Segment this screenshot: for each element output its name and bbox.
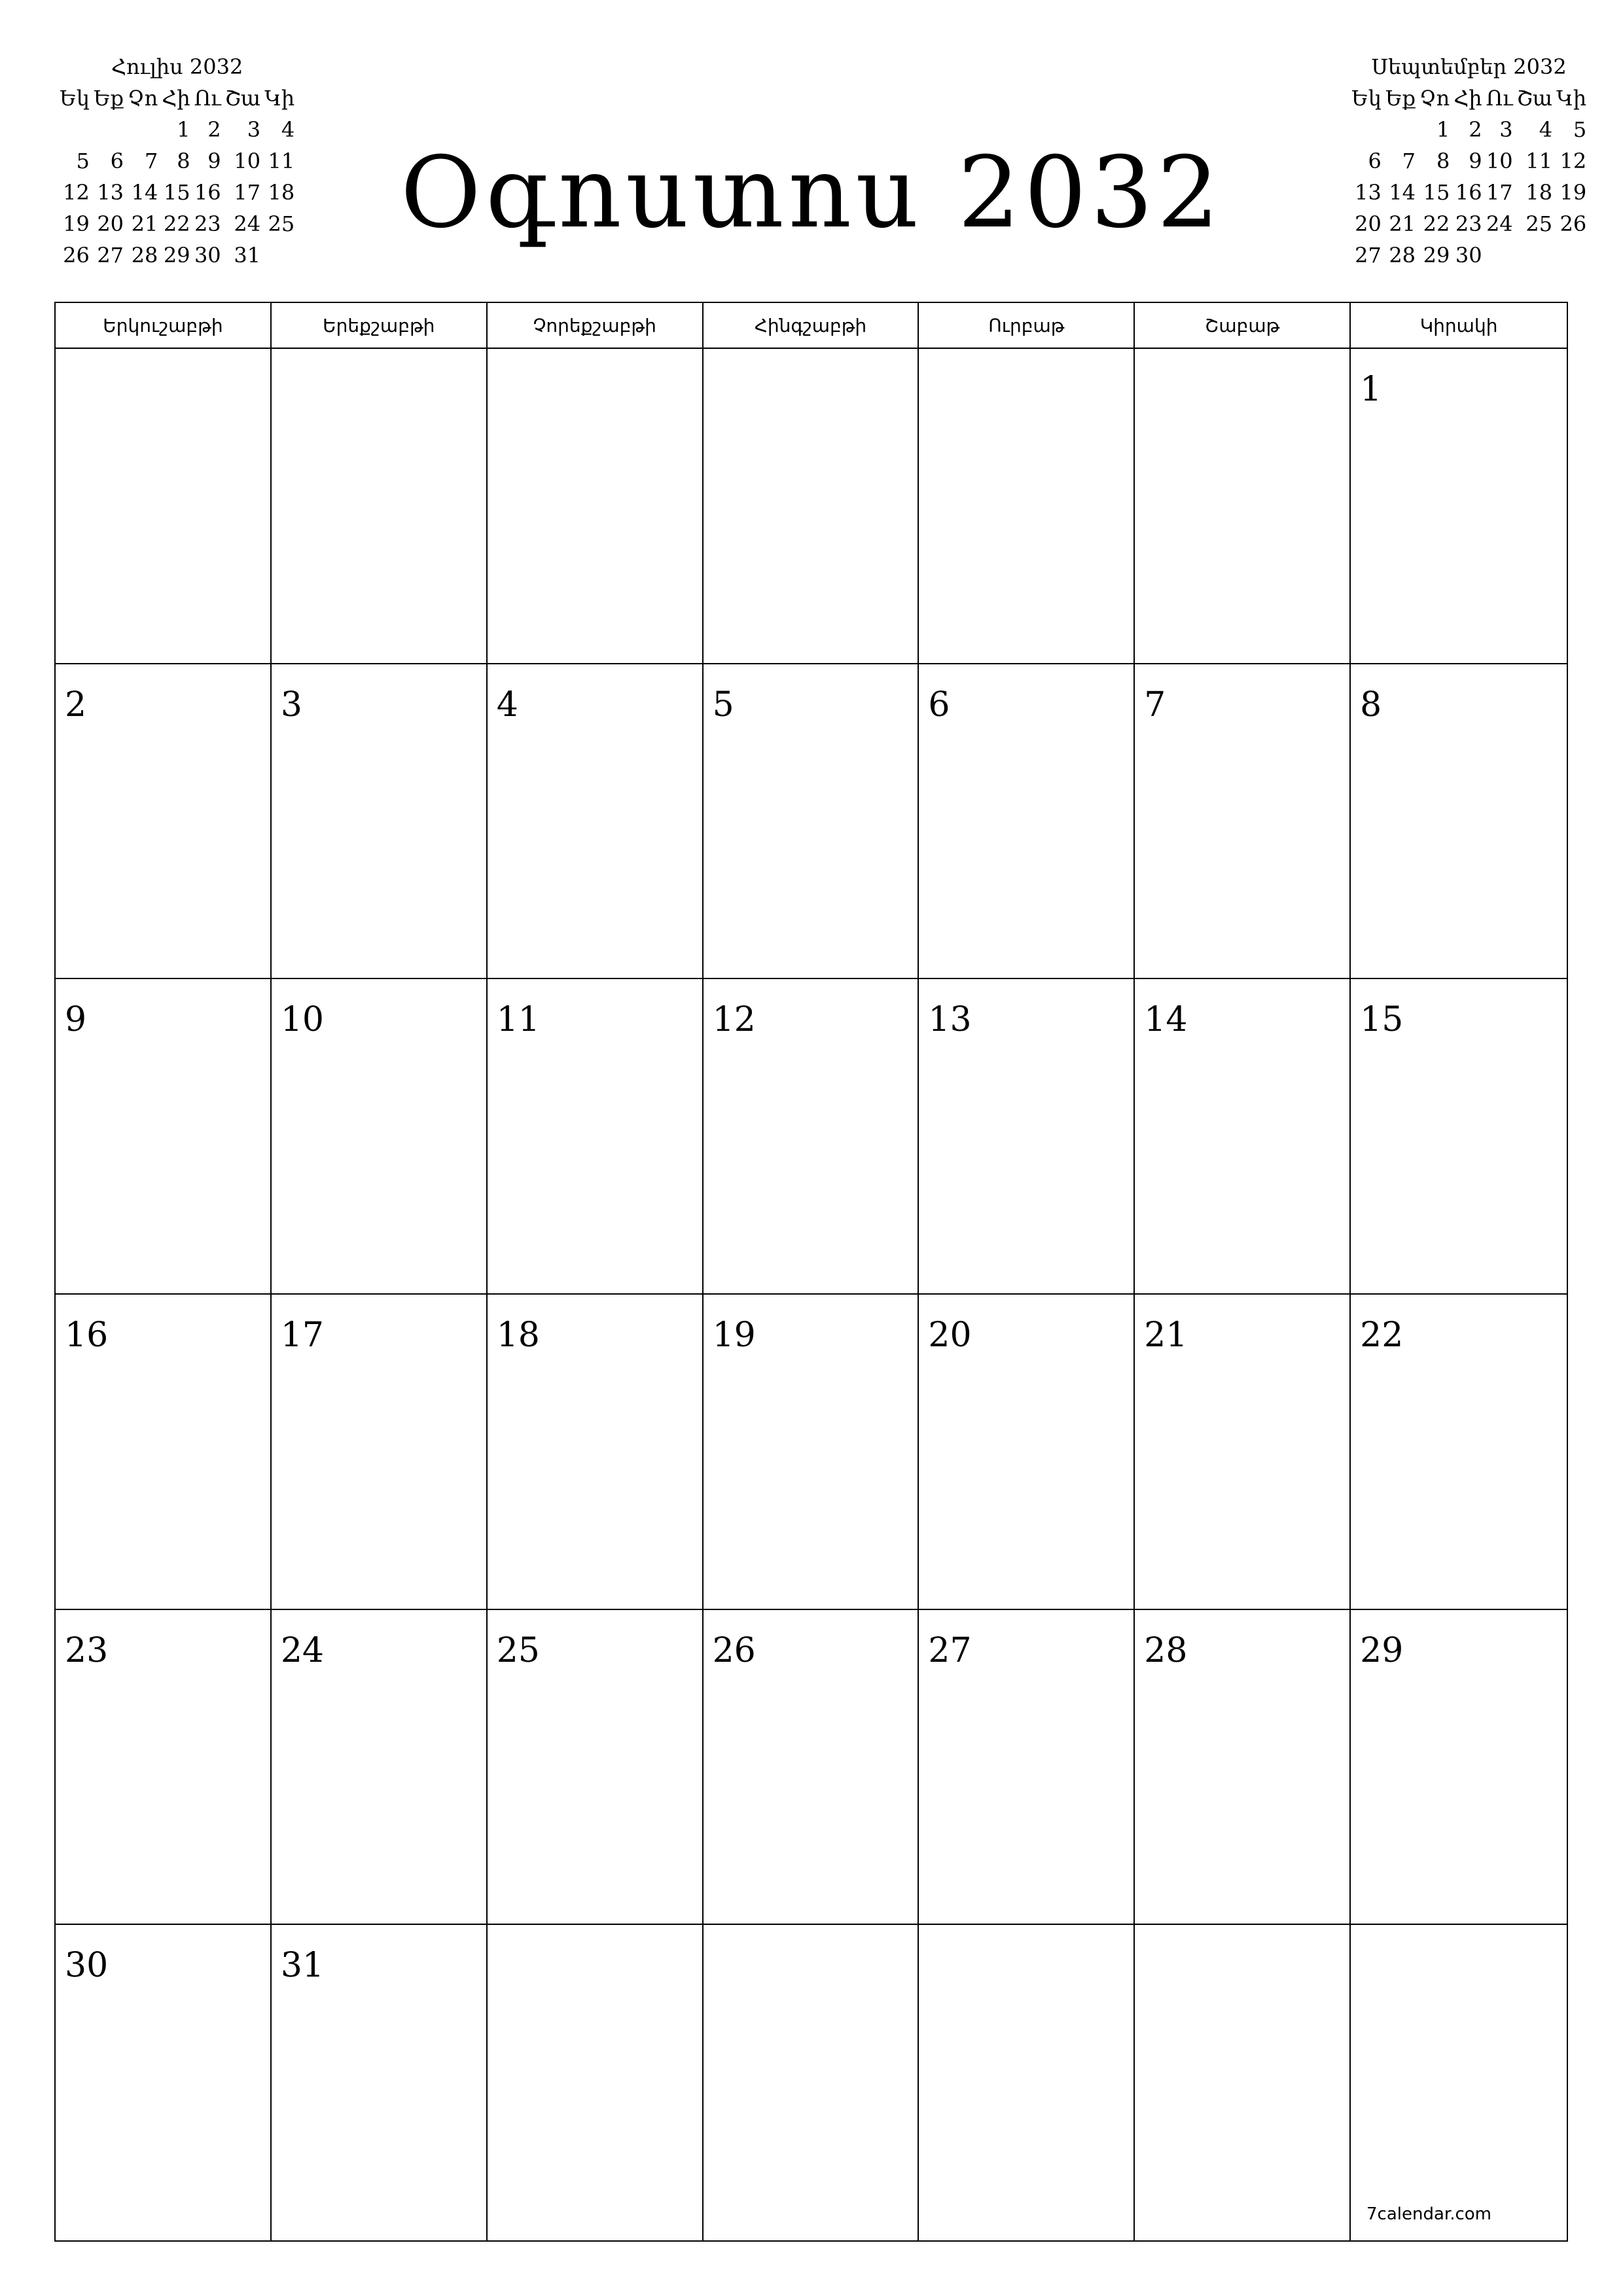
mini-calendar-week — [1349, 114, 1588, 145]
day-cell — [1351, 1925, 1567, 2240]
day-number: 22 — [1360, 1315, 1404, 1355]
day-cell — [919, 979, 1135, 1295]
mini-weekday: Չո — [1419, 86, 1450, 111]
weekday-header: Երեքշաբթի — [272, 303, 488, 349]
day-number: 25 — [496, 1630, 540, 1670]
day-number: 8 — [1360, 685, 1382, 725]
month-grid — [54, 302, 1568, 2242]
mini-calendar-day: 22 — [163, 211, 190, 236]
mini-calendar-day: 26 — [1560, 211, 1587, 236]
mini-calendar-day — [1515, 240, 1554, 271]
day-cell — [1135, 1295, 1351, 1610]
mini-calendar-day: 29 — [163, 243, 190, 268]
mini-calendar-week — [1349, 177, 1588, 208]
mini-calendar-day: 9 — [1469, 149, 1482, 173]
day-number: 28 — [1144, 1630, 1188, 1670]
weekday-header: Շաբաթ — [1135, 303, 1351, 349]
mini-calendar-day: 23 — [1455, 211, 1482, 236]
mini-calendar-day: 11 — [1525, 149, 1553, 173]
day-number: 23 — [65, 1630, 109, 1670]
mini-weekday: Եկ — [60, 86, 90, 111]
day-cell — [56, 979, 272, 1295]
mini-calendar-day: 18 — [1525, 180, 1553, 205]
day-cell — [704, 979, 919, 1295]
mini-calendar-day: 21 — [131, 211, 158, 236]
day-number: 11 — [496, 1000, 540, 1040]
mini-calendar-day: 27 — [1355, 243, 1382, 268]
mini-calendar-day: 1 — [177, 117, 190, 142]
mini-weekday: Կի — [1556, 86, 1587, 111]
mini-calendar-day: 17 — [1486, 180, 1513, 205]
mini-calendar-day: 16 — [194, 180, 221, 205]
day-number: 21 — [1144, 1315, 1188, 1355]
mini-calendar-next-title: Սեպտեմբեր 2032 — [1371, 54, 1567, 79]
day-number: 3 — [280, 685, 302, 725]
day-cell — [1351, 1610, 1567, 1926]
mini-calendar-day: 6 — [110, 149, 124, 173]
day-cell — [704, 664, 919, 980]
day-number: 26 — [712, 1630, 756, 1670]
mini-calendar-day: 8 — [177, 149, 190, 173]
day-cell — [488, 979, 704, 1295]
mini-weekday: Եկ — [1351, 86, 1382, 111]
mini-calendar-week — [1349, 240, 1588, 271]
mini-calendar-day: 19 — [1560, 180, 1587, 205]
mini-calendar-day: 10 — [234, 149, 261, 173]
mini-calendar-day: 31 — [234, 243, 261, 268]
mini-calendar-day: 4 — [1539, 117, 1553, 142]
site-credit: 7calendar.com — [1366, 2204, 1492, 2224]
mini-calendar-day: 7 — [1402, 149, 1416, 173]
mini-calendar-day: 6 — [1368, 149, 1382, 173]
day-cell — [56, 1610, 272, 1926]
day-number: 19 — [712, 1315, 756, 1355]
weekday-header: Հինգշաբթի — [704, 303, 919, 349]
weekday-header: Կիրակի — [1351, 303, 1567, 349]
day-cell — [1351, 1295, 1567, 1610]
mini-calendar-day: 30 — [194, 243, 221, 268]
mini-calendar-day: 8 — [1436, 149, 1450, 173]
day-cell — [1135, 349, 1351, 664]
mini-calendar-day: 24 — [1486, 211, 1513, 236]
mini-calendar-day: 16 — [1455, 180, 1482, 205]
day-number: 14 — [1144, 1000, 1188, 1040]
day-number: 15 — [1360, 1000, 1404, 1040]
mini-calendar-day: 28 — [1389, 243, 1416, 268]
day-cell — [272, 349, 488, 664]
mini-calendar-day: 9 — [207, 149, 221, 173]
mini-calendar-day: 7 — [144, 149, 158, 173]
mini-calendar-day: 20 — [97, 211, 124, 236]
mini-weekday: Կի — [264, 86, 295, 111]
mini-calendar-header-row — [1349, 82, 1588, 114]
day-number: 29 — [1360, 1630, 1404, 1670]
day-cell — [704, 1925, 919, 2240]
day-cell — [1135, 664, 1351, 980]
day-number: 2 — [65, 685, 87, 725]
day-cell — [272, 979, 488, 1295]
day-cell — [1135, 979, 1351, 1295]
mini-calendar-day: 17 — [234, 180, 261, 205]
day-cell — [919, 1295, 1135, 1610]
mini-calendar-day: 2 — [1469, 117, 1482, 142]
mini-calendar-day: 4 — [281, 117, 295, 142]
day-number: 1 — [1360, 370, 1382, 409]
mini-calendar-day — [1554, 240, 1588, 271]
mini-calendar-day: 26 — [63, 243, 90, 268]
weekday-header: Երկուշաբթի — [56, 303, 272, 349]
day-number: 5 — [712, 685, 734, 725]
day-number: 12 — [712, 1000, 756, 1040]
day-number: 10 — [280, 1000, 325, 1040]
mini-calendar-day — [1349, 114, 1383, 145]
day-number: 27 — [928, 1630, 972, 1670]
mini-calendar-day: 3 — [247, 117, 261, 142]
mini-calendar-day: 5 — [76, 149, 90, 173]
mini-calendar-day: 13 — [97, 180, 124, 205]
mini-weekday: Ու — [194, 86, 221, 111]
weekday-header: Չորեքշաբթի — [488, 303, 704, 349]
day-cell — [488, 1925, 704, 2240]
day-cell — [272, 1295, 488, 1610]
mini-calendar-day: 10 — [1486, 149, 1513, 173]
mini-calendar-day: 18 — [268, 180, 295, 205]
mini-calendar-day: 30 — [1455, 243, 1482, 268]
mini-calendar-day: 27 — [97, 243, 124, 268]
day-cell — [488, 1610, 704, 1926]
day-cell — [704, 1610, 919, 1926]
mini-calendar-day: 20 — [1355, 211, 1382, 236]
mini-calendar-day: 24 — [234, 211, 261, 236]
mini-calendar-day: 12 — [63, 180, 90, 205]
day-cell — [272, 1610, 488, 1926]
day-cell — [272, 664, 488, 980]
mini-calendar-day: 12 — [1560, 149, 1587, 173]
mini-calendar-day: 15 — [163, 180, 190, 205]
mini-weekday: Հի — [162, 86, 190, 111]
day-number: 6 — [928, 685, 950, 725]
day-cell — [704, 1295, 919, 1610]
mini-calendar-day: 29 — [1423, 243, 1450, 268]
mini-calendar-next — [1349, 51, 1588, 271]
mini-weekday: Եք — [93, 86, 124, 111]
mini-weekday: Հի — [1454, 86, 1482, 111]
mini-calendar-next-table — [1349, 82, 1588, 271]
mini-weekday: Եք — [1385, 86, 1416, 111]
mini-calendar-day: 21 — [1389, 211, 1416, 236]
mini-calendar-day: 13 — [1355, 180, 1382, 205]
day-cell — [56, 664, 272, 980]
day-number: 13 — [928, 1000, 972, 1040]
day-number: 4 — [496, 685, 518, 725]
day-number: 18 — [496, 1315, 540, 1355]
mini-calendar-week — [1349, 145, 1588, 177]
page-title: Օգոստոս 2032 — [399, 136, 1224, 250]
mini-calendar-day: 11 — [268, 149, 295, 173]
mini-calendar-prev-title: Հուլիս 2032 — [111, 54, 243, 79]
day-number: 16 — [65, 1315, 109, 1355]
mini-weekday: Շա — [1516, 86, 1553, 111]
day-number: 9 — [65, 1000, 87, 1040]
day-cell — [488, 1295, 704, 1610]
day-cell — [919, 664, 1135, 980]
mini-calendar-day: 1 — [1436, 117, 1450, 142]
day-cell — [1351, 349, 1567, 664]
day-number: 24 — [280, 1630, 325, 1670]
day-cell — [488, 349, 704, 664]
mini-calendar-day: 14 — [131, 180, 158, 205]
day-cell — [272, 1925, 488, 2240]
day-number: 17 — [280, 1315, 325, 1355]
day-cell — [704, 349, 919, 664]
weekday-header: Ուրբաթ — [919, 303, 1135, 349]
day-cell — [1135, 1610, 1351, 1926]
mini-calendar-header-row — [58, 82, 296, 114]
mini-weekday: Շա — [224, 86, 261, 111]
mini-calendar-day: 3 — [1499, 117, 1513, 142]
mini-calendar-day: 5 — [1573, 117, 1587, 142]
day-number: 30 — [65, 1946, 109, 1986]
mini-calendar-day: 19 — [63, 211, 90, 236]
mini-calendar-day: 28 — [131, 243, 158, 268]
mini-weekday: Ու — [1486, 86, 1513, 111]
mini-calendar-day: 22 — [1423, 211, 1450, 236]
day-number: 31 — [280, 1946, 325, 1986]
mini-calendar-day: 2 — [207, 117, 221, 142]
day-cell — [919, 1610, 1135, 1926]
day-cell — [1351, 979, 1567, 1295]
mini-calendar-day: 25 — [1525, 211, 1553, 236]
mini-calendar-week — [1349, 208, 1588, 240]
mini-calendar-day — [1383, 114, 1418, 145]
mini-calendar-day — [1484, 240, 1515, 271]
day-cell — [1351, 664, 1567, 980]
mini-calendar-day: 23 — [194, 211, 221, 236]
mini-weekday: Չո — [128, 86, 158, 111]
day-cell — [56, 349, 272, 664]
day-number: 7 — [1144, 685, 1166, 725]
day-cell — [56, 1295, 272, 1610]
day-cell — [1135, 1925, 1351, 2240]
day-cell — [919, 1925, 1135, 2240]
day-number: 20 — [928, 1315, 972, 1355]
day-cell — [56, 1925, 272, 2240]
day-cell — [488, 664, 704, 980]
day-cell — [919, 349, 1135, 664]
mini-calendar-day: 14 — [1389, 180, 1416, 205]
mini-calendar-day: 25 — [268, 211, 295, 236]
mini-calendar-day: 15 — [1423, 180, 1450, 205]
